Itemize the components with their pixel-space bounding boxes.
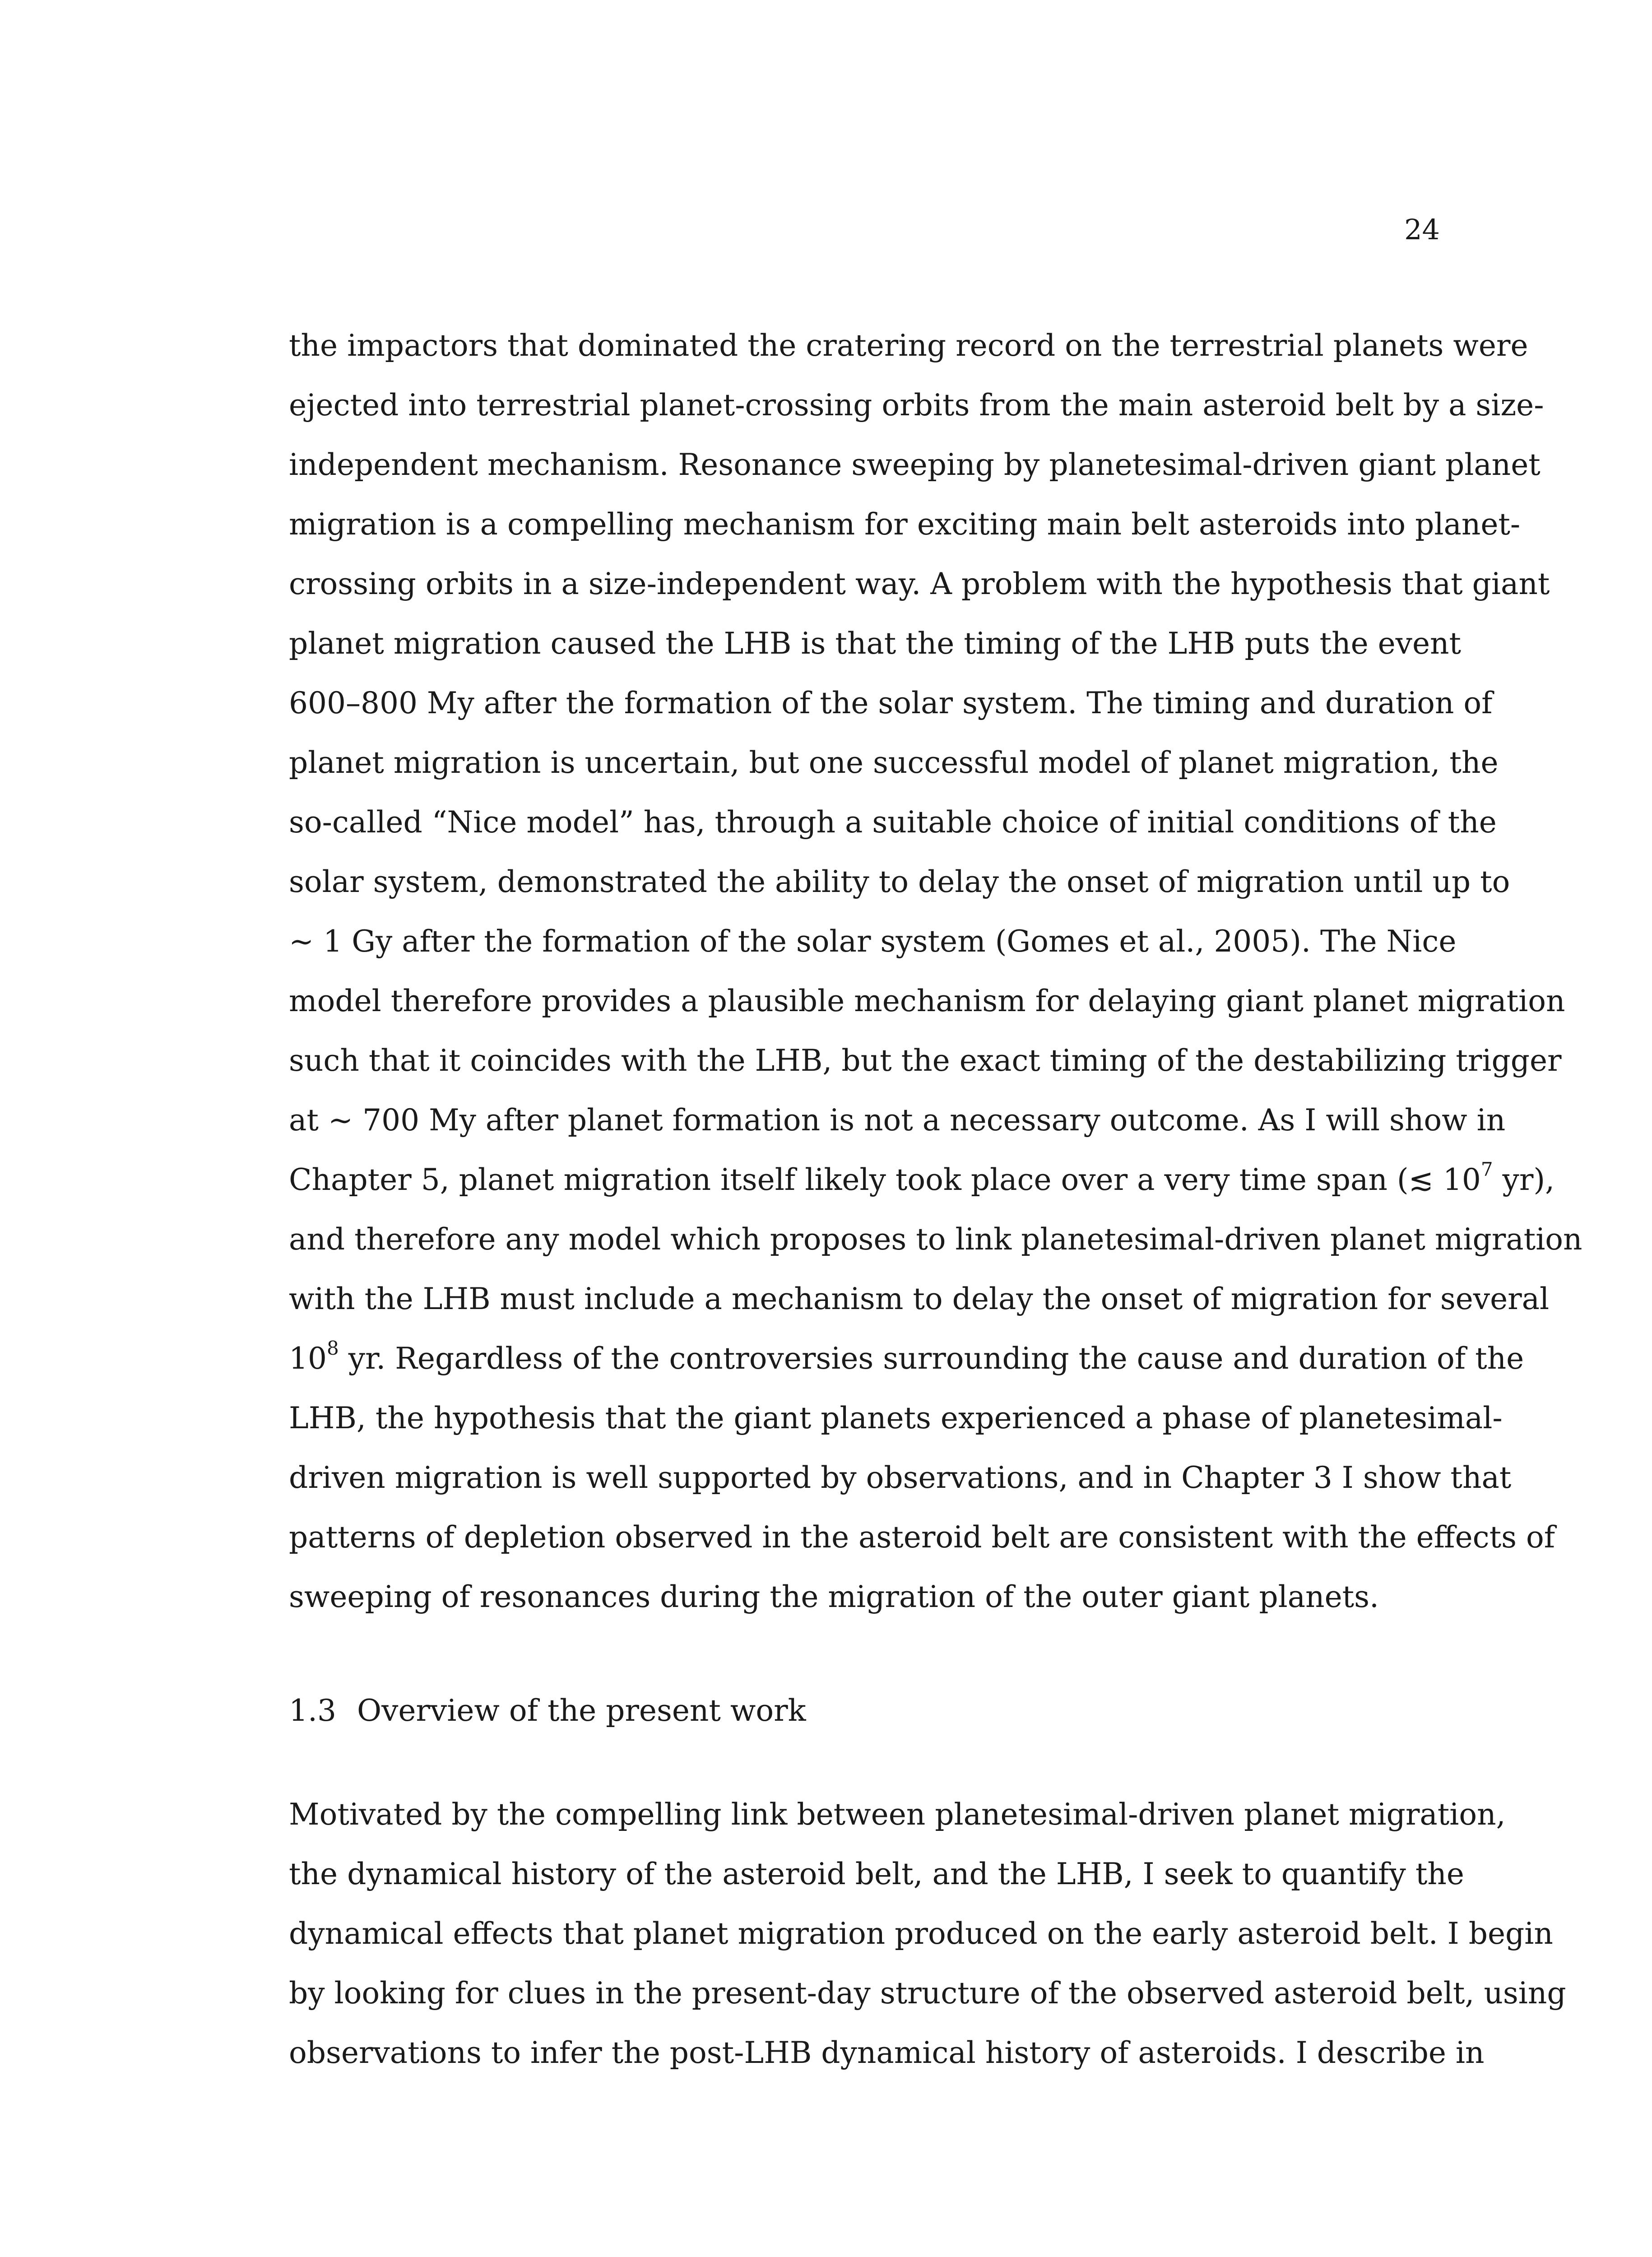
body-paragraph-1 <box>289 316 1582 1627</box>
text-line: ∼ 1 Gy after the formation of the solar system (Gomes et al., 2005). The Nice <box>289 924 1457 959</box>
text-line: with the LHB must include a mechanism to delay the onset of migration for several <box>289 1282 1550 1316</box>
text-line: 600–800 My after the formation of the solar system. The timing and duration of <box>289 686 1493 720</box>
text-line: patterns of depletion observed in the asteroid belt are consistent with the effects of <box>289 1520 1555 1555</box>
text-line: model therefore provides a plausible mechanism for delaying giant planet migration <box>289 984 1565 1018</box>
body-paragraph-2 <box>289 1785 1566 2083</box>
section-heading <box>289 1688 1435 1733</box>
text-line: by looking for clues in the present-day structure of the observed asteroid belt, using <box>289 1976 1566 2011</box>
text-line: driven migration is well supported by observations, and in Chapter 3 I show that <box>289 1460 1512 1495</box>
text-line-with-superscript <box>289 1329 1524 1389</box>
text-line: LHB, the hypothesis that the giant planets experienced a phase of planetesimal- <box>289 1401 1503 1435</box>
section-number: 1.3 <box>289 1693 336 1728</box>
text-line: observations to infer the post-LHB dynamical history of asteroids. I describe in <box>289 2035 1485 2070</box>
text-line: solar system, demonstrated the ability to delay the onset of migration until up to <box>289 864 1510 899</box>
text-line: independent mechanism. Resonance sweeping by planetesimal-driven giant planet <box>289 447 1541 482</box>
text-line: crossing orbits in a size-independent way. A problem with the hypothesis that giant <box>289 567 1550 601</box>
text-line: so-called “Nice model” has, through a suitable choice of initial conditions of the <box>289 805 1497 840</box>
text-line: dynamical effects that planet migration produced on the early asteroid belt. I begin <box>289 1916 1553 1951</box>
text-fragment: Chapter 5, planet migration itself likely took place over a very time span (≲ 10 <box>289 1162 1481 1197</box>
text-line: planet migration is uncertain, but one successful model of planet migration, the <box>289 745 1499 780</box>
text-line: Motivated by the compelling link between planetesimal-driven planet migration, <box>289 1797 1506 1832</box>
superscript-exponent: 7 <box>1480 1158 1493 1180</box>
page-number: 24 <box>1404 213 1440 246</box>
text-line: at ∼ 700 My after planet formation is not a necessary outcome. As I will show in <box>289 1103 1506 1138</box>
text-fragment: 10 <box>289 1341 327 1376</box>
text-fragment: yr. Regardless of the controversies surrounding the cause and duration of the <box>339 1341 1524 1376</box>
text-line: the dynamical history of the asteroid belt, and the LHB, I seek to quantify the <box>289 1857 1464 1891</box>
section-title: Overview of the present work <box>357 1693 806 1728</box>
superscript-exponent: 8 <box>326 1337 339 1359</box>
text-line: ejected into terrestrial planet-crossing orbits from the main asteroid belt by a size- <box>289 388 1544 423</box>
text-line: such that it coincides with the LHB, but the exact timing of the destabilizing trigger <box>289 1043 1562 1078</box>
text-line: sweeping of resonances during the migration of the outer giant planets. <box>289 1579 1379 1614</box>
text-line: and therefore any model which proposes to link planetesimal-driven planet migration <box>289 1222 1582 1257</box>
text-line-with-superscript <box>289 1150 1555 1210</box>
text-fragment: yr), <box>1493 1162 1555 1197</box>
text-line: migration is a compelling mechanism for exciting main belt asteroids into planet- <box>289 507 1521 542</box>
text-line: the impactors that dominated the cratering record on the terrestrial planets were <box>289 328 1528 363</box>
text-line: planet migration caused the LHB is that the timing of the LHB puts the event <box>289 626 1462 661</box>
